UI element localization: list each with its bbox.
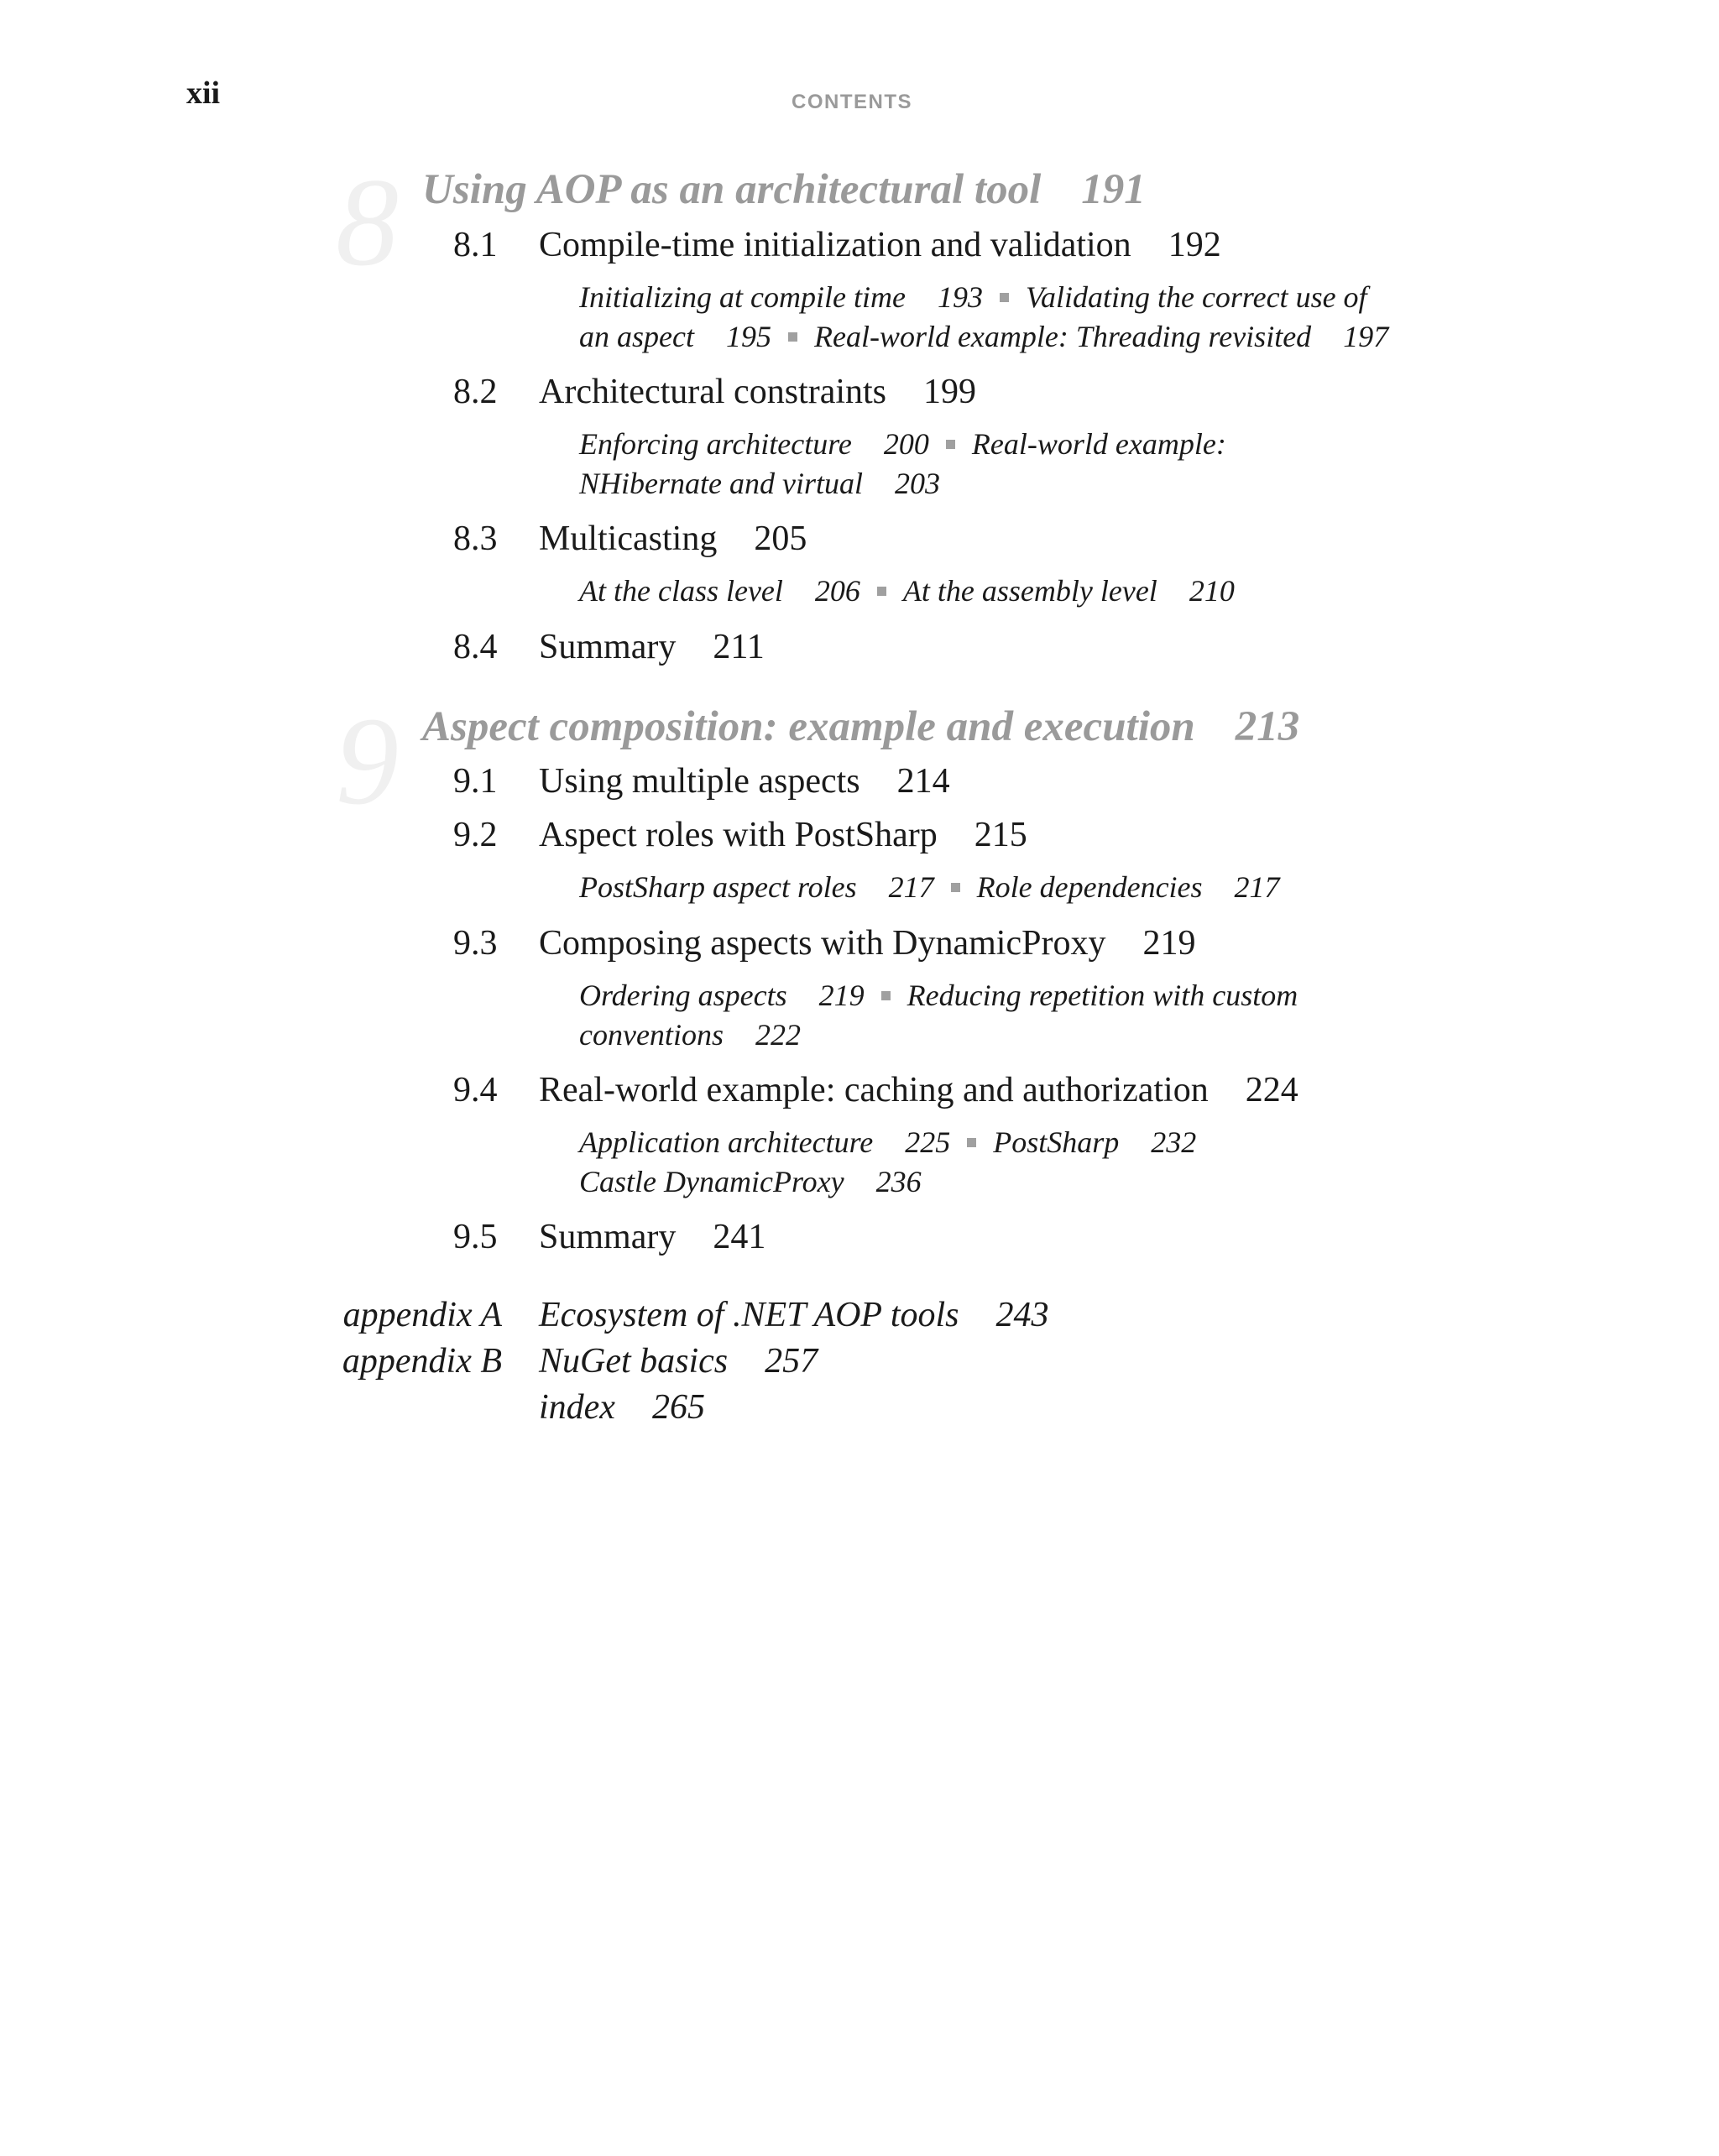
section-number: 9.2	[453, 816, 498, 854]
subsection-page: 206	[814, 574, 860, 608]
section-number: 9.3	[453, 924, 498, 963]
subsection-title[interactable]: Validating the correct use of	[1025, 280, 1367, 314]
index-page: 265	[651, 1388, 705, 1427]
subsection-line	[579, 426, 1226, 462]
section-number: 9.4	[453, 1071, 498, 1109]
subsection-title[interactable]: Reducing repetition with custom	[907, 979, 1298, 1012]
square-bullet-icon	[967, 1138, 976, 1147]
section-title: Using multiple aspects	[539, 762, 860, 801]
appendix-title: Ecosystem of .NET AOP tools	[539, 1296, 959, 1334]
subsection-page: 195	[725, 320, 771, 353]
subsection-line	[579, 978, 1298, 1013]
section-9-4[interactable]	[539, 1070, 1298, 1110]
subsection-title[interactable]: Role dependencies	[976, 870, 1203, 904]
subsection-title[interactable]: an aspect	[579, 320, 694, 353]
subsection-line	[579, 1164, 922, 1199]
subsection-line	[579, 1017, 801, 1052]
section-8-1[interactable]	[539, 225, 1221, 265]
subsection-title[interactable]: conventions	[579, 1018, 724, 1052]
subsection-title[interactable]: Real-world example: Threading revisited	[813, 320, 1312, 353]
square-bullet-icon	[946, 440, 955, 449]
section-title: Summary	[539, 1218, 677, 1256]
chapter-page: 191	[1081, 166, 1146, 213]
subsection-title[interactable]: Real-world example:	[971, 427, 1226, 461]
subsection-page: 197	[1343, 320, 1389, 353]
section-page: 192	[1168, 226, 1221, 264]
section-title: Compile-time initialization and validation	[539, 226, 1131, 264]
subsection-page: 222	[755, 1018, 801, 1052]
subsection-title[interactable]: PostSharp aspect roles	[579, 870, 857, 904]
section-title: Architectural constraints	[539, 373, 887, 411]
section-page: 205	[754, 519, 807, 558]
subsection-line	[579, 279, 1367, 315]
subsection-page: 210	[1189, 574, 1235, 608]
subsection-page: 203	[894, 467, 940, 500]
section-title: Multicasting	[539, 519, 718, 558]
square-bullet-icon	[881, 991, 891, 1000]
section-page: 199	[923, 373, 977, 411]
chapter-title: Using AOP as an architectural tool	[422, 166, 1042, 213]
section-9-2[interactable]	[539, 815, 1027, 855]
section-number: 8.2	[453, 373, 498, 411]
section-number: 9.1	[453, 762, 498, 801]
square-bullet-icon	[1000, 293, 1009, 302]
section-9-1[interactable]	[539, 761, 950, 801]
subsection-title[interactable]: PostSharp	[993, 1125, 1120, 1159]
running-head: CONTENTS	[792, 91, 912, 113]
subsection-title[interactable]: Application architecture	[579, 1125, 874, 1159]
subsection-title[interactable]: Enforcing architecture	[579, 427, 852, 461]
section-title: Summary	[539, 628, 677, 666]
section-page: 241	[713, 1218, 766, 1256]
appendix-a[interactable]	[539, 1295, 1049, 1335]
subsection-line	[579, 319, 1388, 354]
subsection-page: 193	[937, 280, 983, 314]
appendix-page: 243	[995, 1296, 1049, 1334]
section-page: 211	[713, 628, 765, 666]
subsection-title[interactable]: At the assembly level	[902, 574, 1157, 608]
chapter-page: 213	[1235, 703, 1300, 750]
chapter-9-heading[interactable]	[422, 702, 1299, 751]
section-number: 8.3	[453, 519, 498, 558]
subsection-title[interactable]: At the class level	[579, 574, 783, 608]
square-bullet-icon	[951, 883, 960, 892]
subsection-title[interactable]: Initializing at compile time	[579, 280, 906, 314]
appendix-b[interactable]	[539, 1341, 818, 1381]
chapter-9-numeral: 9	[336, 692, 399, 831]
subsection-title[interactable]: NHibernate and virtual	[579, 467, 863, 500]
subsection-line	[579, 1125, 1196, 1160]
section-8-3[interactable]	[539, 519, 807, 559]
index-entry[interactable]	[539, 1387, 705, 1428]
index-title: index	[539, 1388, 615, 1427]
section-number: 8.4	[453, 628, 498, 666]
chapter-title: Aspect composition: example and execution	[422, 703, 1195, 750]
appendix-title: NuGet basics	[539, 1342, 729, 1381]
section-title: Aspect roles with PostSharp	[539, 816, 938, 854]
subsection-page: 217	[1234, 870, 1280, 904]
subsection-page: 200	[883, 427, 929, 461]
appendix-page: 257	[765, 1342, 818, 1381]
section-page: 215	[974, 816, 1027, 854]
chapter-8-numeral: 8	[336, 153, 399, 292]
section-9-3[interactable]	[539, 923, 1195, 963]
subsection-page: 232	[1151, 1125, 1197, 1159]
subsection-line	[579, 573, 1235, 608]
subsection-line	[579, 466, 940, 501]
subsection-page: 236	[875, 1165, 922, 1198]
square-bullet-icon	[788, 332, 797, 342]
section-title: Composing aspects with DynamicProxy	[539, 924, 1106, 963]
section-number: 8.1	[453, 226, 498, 264]
section-8-2[interactable]	[539, 372, 976, 412]
subsection-page: 225	[905, 1125, 951, 1159]
section-number: 9.5	[453, 1218, 498, 1256]
section-page: 224	[1245, 1071, 1298, 1109]
appendix-a-label: appendix A	[342, 1296, 502, 1334]
appendix-b-label: appendix B	[342, 1342, 502, 1381]
subsection-page: 217	[888, 870, 934, 904]
subsection-title[interactable]: Castle DynamicProxy	[579, 1165, 844, 1198]
chapter-8-heading[interactable]	[422, 165, 1146, 214]
section-8-4[interactable]	[539, 627, 765, 667]
section-title: Real-world example: caching and authorization	[539, 1071, 1209, 1109]
section-page: 214	[896, 762, 950, 801]
page-folio: xii	[186, 76, 221, 111]
square-bullet-icon	[877, 587, 886, 596]
subsection-page: 219	[818, 979, 865, 1012]
subsection-title[interactable]: Ordering aspects	[579, 979, 787, 1012]
section-page: 219	[1142, 924, 1196, 963]
section-9-5[interactable]	[539, 1217, 765, 1257]
subsection-line	[579, 869, 1280, 905]
